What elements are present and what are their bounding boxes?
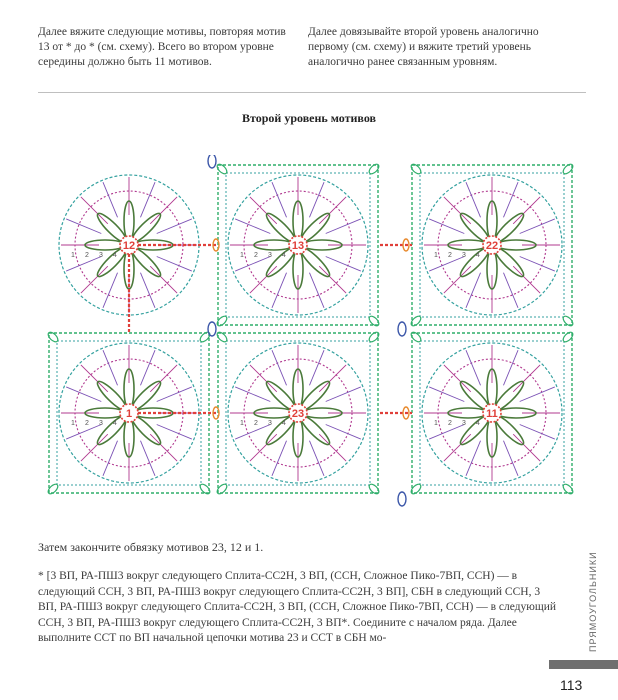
spoke xyxy=(503,182,518,217)
spoke xyxy=(309,441,324,476)
spoke xyxy=(103,350,118,385)
spoke xyxy=(503,350,518,385)
intro-right-paragraph: Далее довязывайте второй уровень аналогично первому (см. схему) и вяжите третий уровень аналогично ранее связанным уровням. xyxy=(308,26,539,68)
spoke xyxy=(309,273,324,308)
spoke xyxy=(466,273,481,308)
spoke xyxy=(520,387,555,402)
spoke xyxy=(235,219,270,234)
spoke xyxy=(272,441,287,476)
row-label: 2 xyxy=(85,252,89,259)
spoke xyxy=(150,434,177,461)
spoke xyxy=(157,424,192,439)
row-label: 3 xyxy=(99,420,103,427)
motif-number: 11 xyxy=(486,408,498,420)
spoke xyxy=(81,197,108,224)
spoke xyxy=(444,434,471,461)
spoke xyxy=(466,441,481,476)
spoke xyxy=(466,182,481,217)
motif-22 xyxy=(409,162,574,327)
spoke xyxy=(235,387,270,402)
spoke xyxy=(150,197,177,224)
section-divider xyxy=(38,92,586,93)
spoke xyxy=(81,365,108,392)
row-label: 3 xyxy=(99,252,103,259)
row-label: 4 xyxy=(282,252,286,259)
spoke xyxy=(429,219,464,234)
row-label: 3 xyxy=(268,252,272,259)
row-label: 2 xyxy=(448,252,452,259)
spoke xyxy=(66,387,101,402)
intro-left-paragraph: Далее вяжите следующие мотивы, повторяя мотив 13 от * до * (см. схему). Всего во втором уровне середины должно быть 11 мотивов. xyxy=(38,26,286,68)
row-label: 2 xyxy=(254,252,258,259)
join-leaf xyxy=(208,322,216,336)
spoke xyxy=(150,266,177,293)
spoke xyxy=(503,441,518,476)
spoke xyxy=(326,219,361,234)
spoke xyxy=(103,182,118,217)
row-label: 2 xyxy=(85,420,89,427)
row-label: 4 xyxy=(476,252,480,259)
spoke xyxy=(309,350,324,385)
spoke xyxy=(319,434,346,461)
row-label: 1 xyxy=(434,252,438,259)
crochet-motif-diagram xyxy=(40,155,582,510)
spoke xyxy=(429,387,464,402)
spoke xyxy=(513,266,540,293)
spoke xyxy=(444,365,471,392)
join-leaf xyxy=(398,492,406,506)
motif-number: 12 xyxy=(122,240,136,252)
row-label: 4 xyxy=(113,252,117,259)
row-label: 3 xyxy=(462,420,466,427)
spoke xyxy=(503,273,518,308)
spoke xyxy=(250,266,277,293)
spoke xyxy=(66,219,101,234)
spoke xyxy=(326,424,361,439)
spoke xyxy=(520,256,555,271)
motif-13 xyxy=(215,162,380,327)
join-leaf xyxy=(398,322,406,336)
spoke xyxy=(444,197,471,224)
motif-23 xyxy=(215,330,380,495)
motif-number: 1 xyxy=(125,408,133,420)
spoke xyxy=(309,182,324,217)
after-instruction: Затем закончите обвязку мотивов 23, 12 и 1. xyxy=(38,540,264,554)
motif-number: 22 xyxy=(485,240,499,252)
spoke xyxy=(319,197,346,224)
spoke xyxy=(81,266,108,293)
row-label: 4 xyxy=(113,420,117,427)
spoke xyxy=(513,197,540,224)
motif-1 xyxy=(46,330,211,495)
spoke xyxy=(319,266,346,293)
row-label: 4 xyxy=(282,420,286,427)
spoke xyxy=(140,350,155,385)
spoke xyxy=(319,365,346,392)
spoke xyxy=(140,441,155,476)
section-title: Второй уровень мотивов xyxy=(241,111,376,125)
row-label: 3 xyxy=(462,252,466,259)
spoke xyxy=(272,350,287,385)
spoke xyxy=(513,434,540,461)
row-label: 2 xyxy=(448,420,452,427)
spoke xyxy=(520,424,555,439)
spoke xyxy=(513,365,540,392)
spoke xyxy=(326,387,361,402)
row-label: 1 xyxy=(71,252,75,259)
spoke xyxy=(157,256,192,271)
spoke xyxy=(444,266,471,293)
row-label: 1 xyxy=(240,420,244,427)
spoke xyxy=(103,441,118,476)
motif-11 xyxy=(409,330,574,495)
chapter-side-label: ПРЯМОУГОЛЬНИКИ xyxy=(588,551,598,652)
motif-number: 13 xyxy=(291,240,305,252)
spoke xyxy=(140,273,155,308)
spoke xyxy=(81,434,108,461)
row-label: 1 xyxy=(71,420,75,427)
stitch-instructions: * [3 ВП, РА-ПШ3 вокруг следующего Сплита-СС2Н, 3 ВП, (ССН, Сложное Пико-7ВП, ССН) — в следующий ССН, 3 ВП, РА-ПШ3 вокруг следующего Сплита-СС2Н, 3 ВП], СБН в следующий ССН, 3 ВП, РА-ПШ3 вокруг следующего Сплита-СС2Н, 3 ВП, (ССН, Сложное Пико-7ВП, ССН) — в следующий ССН, 3 ВП, РА-ПШ3 вокруг следующего Сплита-СС2Н, 3 ВП*. Соедините с началом ряда. Далее выполните ССТ по ВП начальной цепочки мотива 23 и ССТ в СБН мо- xyxy=(38,570,557,644)
join-leaf xyxy=(208,155,216,168)
spoke xyxy=(157,219,192,234)
row-label: 4 xyxy=(476,420,480,427)
spoke xyxy=(250,365,277,392)
spoke xyxy=(520,219,555,234)
page-number: 113 xyxy=(560,677,583,693)
spoke xyxy=(466,350,481,385)
spoke xyxy=(272,182,287,217)
row-label: 1 xyxy=(434,420,438,427)
spoke xyxy=(272,273,287,308)
row-label: 1 xyxy=(240,252,244,259)
chapter-tab-bar xyxy=(549,660,618,669)
row-label: 3 xyxy=(268,420,272,427)
spoke xyxy=(150,365,177,392)
spoke xyxy=(250,434,277,461)
spoke xyxy=(103,273,118,308)
spoke xyxy=(140,182,155,217)
spoke xyxy=(326,256,361,271)
spoke xyxy=(250,197,277,224)
motif-number: 23 xyxy=(291,408,305,420)
row-label: 2 xyxy=(254,420,258,427)
spoke xyxy=(157,387,192,402)
